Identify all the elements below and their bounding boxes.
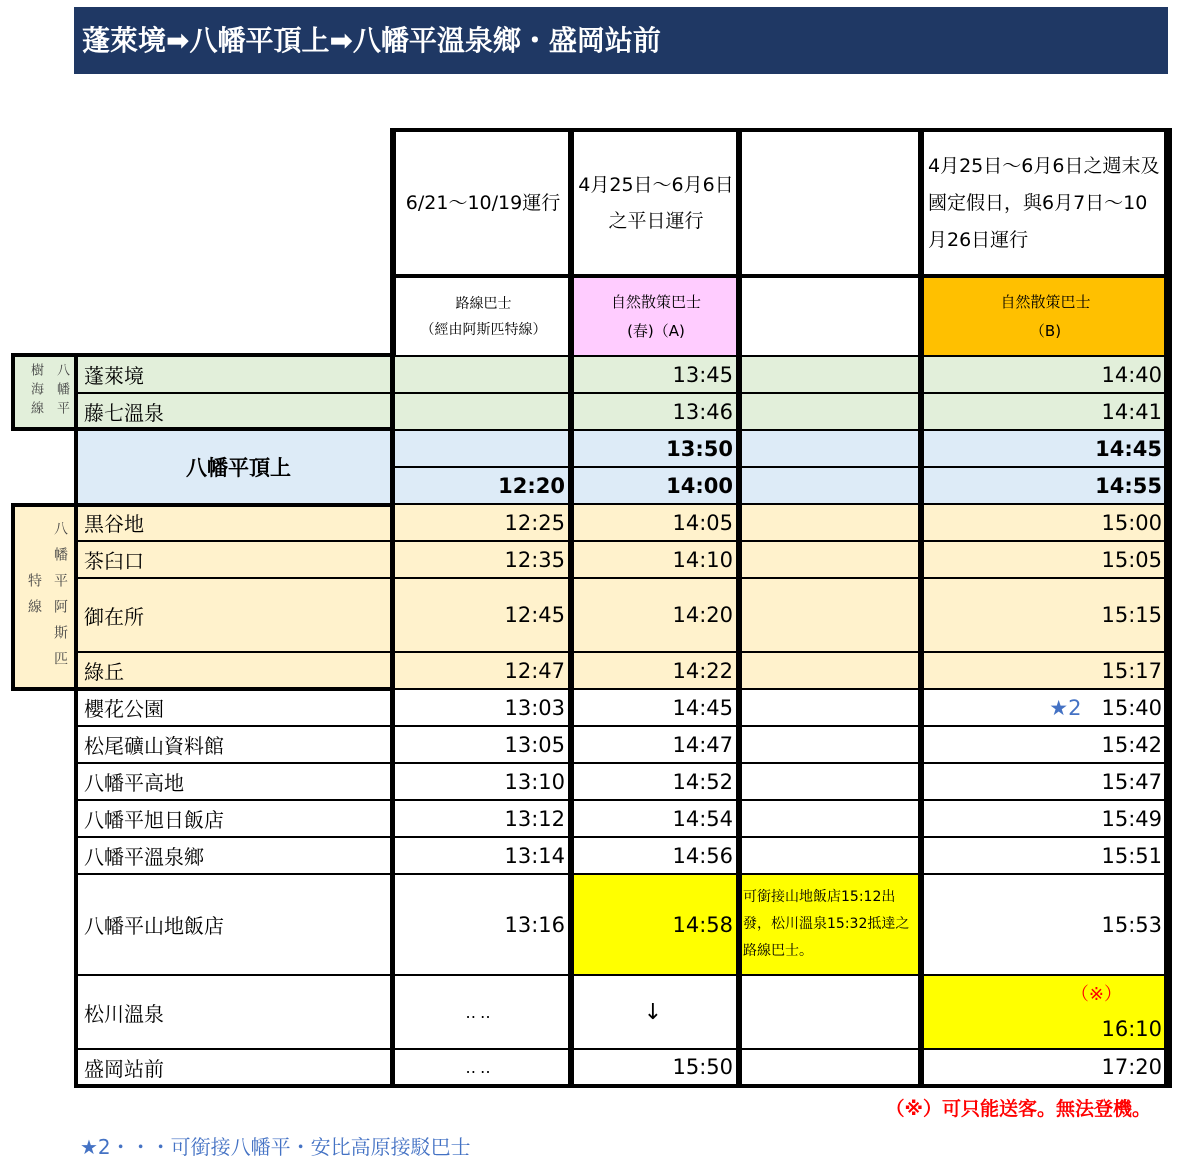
row-fujishichi — [76, 393, 1170, 430]
time-cell: 14:56 — [572, 837, 740, 874]
time-cell: 13:10 — [394, 763, 572, 800]
time-cell: 14:41 — [922, 393, 1170, 430]
time-cell: 15:50 — [572, 1049, 740, 1086]
header-period-row — [76, 130, 1170, 276]
col4-period: 4月25日～6月6日之週末及國定假日，與6月7日～10月26日運行 — [922, 130, 1170, 276]
time-cell: 13:45 — [572, 356, 740, 393]
time-cell — [394, 393, 572, 430]
col2-bus-type: 自然散策巴士 (春)（A) — [572, 276, 740, 356]
station-name: 八幡平高地 — [76, 763, 394, 800]
row-matsuo — [76, 726, 1170, 763]
station-name: 蓬萊境 — [76, 356, 394, 393]
time-cell: 12:25 — [394, 504, 572, 541]
station-name: 八幡平山地飯店 — [76, 874, 394, 975]
time-cell: 14:22 — [572, 652, 740, 689]
hachimantai-label: 八幡平 — [54, 363, 69, 420]
no-service-dots: ‥‥ — [394, 975, 572, 1049]
time-cell — [740, 504, 922, 541]
station-name: 藤七溫泉 — [76, 393, 394, 430]
time-cell — [740, 541, 922, 578]
col1-bus-type: 路線巴士 （經由阿斯匹特線） — [394, 276, 572, 356]
time-cell: 15:17 — [922, 652, 1170, 689]
time-cell — [740, 393, 922, 430]
time-cell: 15:51 — [922, 837, 1170, 874]
station-name: 茶臼口 — [76, 541, 394, 578]
row-horaikyo — [76, 356, 1170, 393]
station-name: 盛岡站前 — [76, 1049, 394, 1086]
time-cell — [740, 800, 922, 837]
time-cell — [740, 726, 922, 763]
row-yamachi — [76, 874, 1170, 975]
time-cell: 13:16 — [394, 874, 572, 975]
time-cell: 14:40 — [922, 356, 1170, 393]
drop-off-only-mark: （※） — [1070, 984, 1122, 1005]
row-morioka — [76, 1049, 1170, 1086]
row-kuroyachi — [76, 504, 1170, 541]
time-cell — [740, 689, 922, 726]
time-cell: 14:45 — [922, 430, 1170, 467]
time-cell — [740, 1049, 922, 1086]
time-cell: 15:49 — [922, 800, 1170, 837]
row-gozaisho — [76, 578, 1170, 652]
time-cell: 15:15 — [922, 578, 1170, 652]
pass-through-arrow: ↓ — [572, 975, 740, 1049]
station-name: 黒谷地 — [76, 504, 394, 541]
col1-period: 6/21～10/19運行 — [394, 130, 572, 276]
time-cell: 17:20 — [922, 1049, 1170, 1086]
station-name: 綠丘 — [76, 652, 394, 689]
page-title: 蓬萊境➡八幡平頂上➡八幡平溫泉鄉・盛岡站前 — [74, 7, 1168, 74]
time-cell — [394, 430, 572, 467]
drop-off-note: （※）可只能送客。無法登機。 — [885, 1098, 1151, 1120]
group-label-aspite — [11, 503, 76, 691]
time-cell: 14:47 — [572, 726, 740, 763]
time-cell — [740, 975, 922, 1049]
time-cell — [740, 430, 922, 467]
row-chausuguchi — [76, 541, 1170, 578]
connection-note: 可銜接山地飯店15:12出發，松川溫泉15:32抵達之路線巴士。 — [740, 874, 922, 975]
time-cell — [740, 837, 922, 874]
header-type-row — [76, 276, 1170, 356]
time-cell: 14:00 — [572, 467, 740, 504]
no-service-dots: ‥‥ — [394, 1049, 572, 1086]
time-cell: 14:55 — [922, 467, 1170, 504]
row-asahi — [76, 800, 1170, 837]
time-value: 16:10 — [1101, 1017, 1162, 1041]
col3-period — [740, 130, 922, 276]
jukai-label: 樹海線 — [28, 363, 43, 420]
time-cell: 15:53 — [922, 874, 1170, 975]
time-cell — [740, 578, 922, 652]
time-cell: 14:10 — [572, 541, 740, 578]
station-name: 松川溫泉 — [76, 975, 394, 1049]
time-cell: 13:46 — [572, 393, 740, 430]
station-name: 櫻花公園 — [76, 689, 394, 726]
group-label-jukai — [11, 353, 76, 431]
time-cell — [394, 356, 572, 393]
time-cell: 15:00 — [922, 504, 1170, 541]
time-cell: 13:50 — [572, 430, 740, 467]
time-cell: 14:05 — [572, 504, 740, 541]
row-midorigaoka — [76, 652, 1170, 689]
time-cell: 12:47 — [394, 652, 572, 689]
station-name: 八幡平旭日飯店 — [76, 800, 394, 837]
time-cell: 14:54 — [572, 800, 740, 837]
connection-footnote: ★2・・・可銜接八幡平・安比高原接駁巴士 — [80, 1135, 471, 1159]
time-cell: 15:42 — [922, 726, 1170, 763]
station-name: 松尾礦山資料館 — [76, 726, 394, 763]
time-cell — [740, 467, 922, 504]
time-cell-with-mark — [922, 975, 1170, 1049]
row-matsukawa — [76, 975, 1170, 1049]
time-cell: 13:03 — [394, 689, 572, 726]
time-cell: 14:52 — [572, 763, 740, 800]
row-kogen — [76, 763, 1170, 800]
time-cell: 12:35 — [394, 541, 572, 578]
col4-bus-type: 自然散策巴士 （B) — [922, 276, 1170, 356]
station-name: 御在所 — [76, 578, 394, 652]
time-cell: 13:12 — [394, 800, 572, 837]
time-cell — [740, 652, 922, 689]
col2-period: 4月25日～6月6日之平日運行 — [572, 130, 740, 276]
time-cell: 13:05 — [394, 726, 572, 763]
time-cell: 15:47 — [922, 763, 1170, 800]
time-cell: 15:05 — [922, 541, 1170, 578]
time-cell: 14:45 — [572, 689, 740, 726]
time-cell — [740, 763, 922, 800]
row-onsenkyo — [76, 837, 1170, 874]
station-name: 八幡平溫泉鄉 — [76, 837, 394, 874]
time-cell: 14:58 — [572, 874, 740, 975]
time-cell: 14:20 — [572, 578, 740, 652]
time-cell: 12:20 — [394, 467, 572, 504]
aspite-label: 八幡平阿斯匹特線 — [26, 521, 68, 677]
row-sakura — [76, 689, 1170, 726]
time-cell: 12:45 — [394, 578, 572, 652]
col3-bus-type — [740, 276, 922, 356]
time-cell — [740, 356, 922, 393]
time-value: 15:40 — [1101, 695, 1162, 720]
row-summit-arrival — [76, 430, 1170, 467]
timetable — [74, 128, 1172, 1088]
time-cell-with-star — [922, 689, 1170, 726]
time-cell: 13:14 — [394, 837, 572, 874]
star-marker: ★2 — [1049, 695, 1082, 720]
station-name: 八幡平頂上 — [76, 430, 394, 504]
